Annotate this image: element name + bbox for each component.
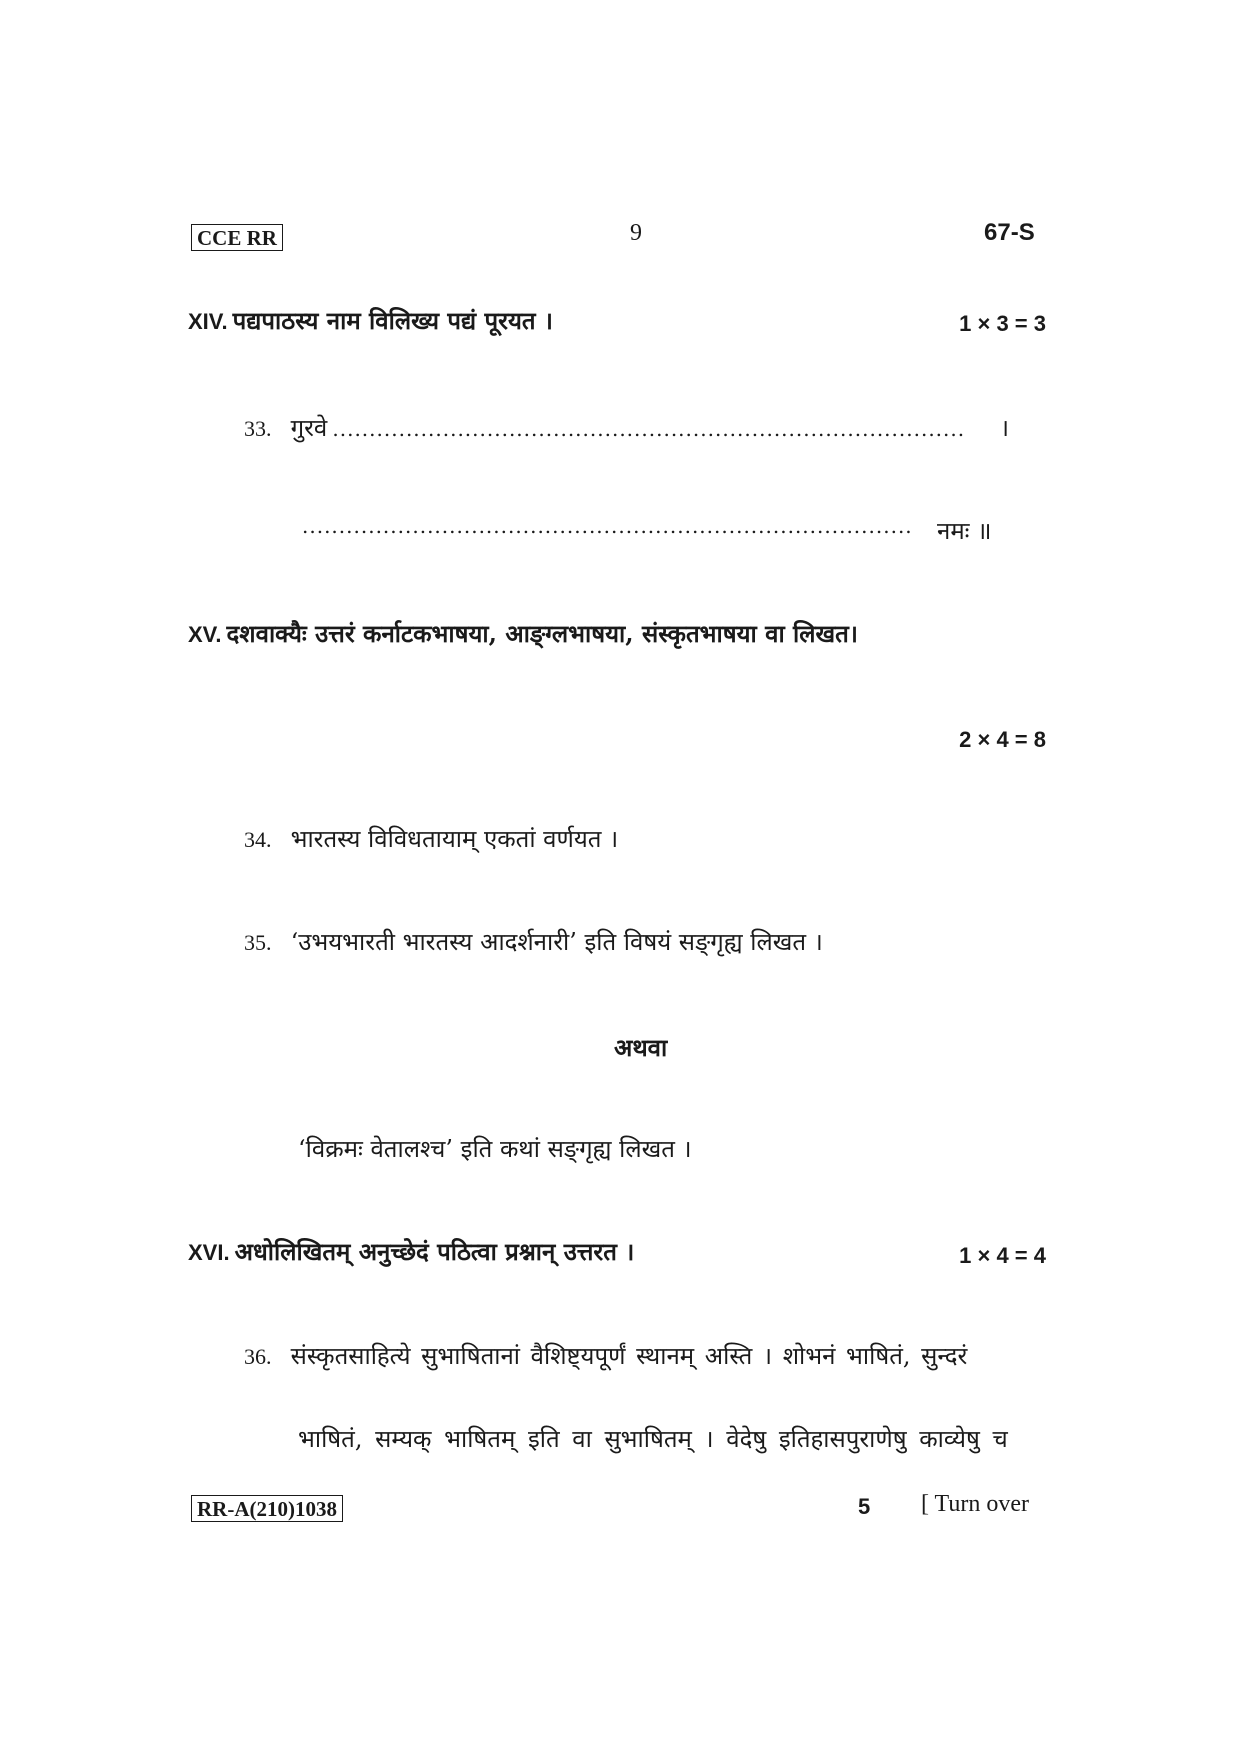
question-36-passage-line2: भाषितं, सम्यक् भाषितम् इति वा सुभाषितम् । वेदेषु इतिहासपुराणेषु काव्येषु च (298, 1425, 1008, 1453)
question-34-text: भारतस्य विविधतायाम् एकतां वर्णयत । (290, 825, 619, 853)
question-35-alternative: ‘विक्रमः वेतालश्च’ इति कथां सङ्गृह्य लिखत । (298, 1135, 692, 1163)
question-33-blank-1: ...................................................................................... (332, 417, 966, 441)
section-xv-heading (188, 617, 858, 650)
question-33-number: 33. (244, 416, 272, 441)
cce-rr-code: CCE RR (191, 224, 283, 251)
turn-over-label: [ Turn over (921, 1491, 1030, 1517)
section-xv-number: XV. (188, 622, 222, 647)
question-33-namah: नमः ॥ (937, 517, 992, 545)
question-34-number: 34. (244, 827, 272, 852)
section-xiv-heading (188, 304, 553, 337)
question-36-number: 36. (244, 1344, 272, 1369)
question-34 (244, 822, 618, 855)
question-33-line2 (302, 514, 913, 538)
footer-code: RR-A(210)1038 (191, 1495, 343, 1522)
paper-code: 67-S (984, 219, 1035, 246)
question-35-text: ‘उभयभारती भारतस्य आदर्शनारी’ इति विषयं सङ्गृह्य लिखत । (290, 928, 823, 956)
question-35 (244, 925, 823, 958)
question-33-line1 (244, 411, 965, 444)
question-36-line1 (244, 1339, 967, 1372)
section-xvi-number: XVI. (188, 1240, 230, 1265)
question-36-passage-line1: संस्कृतसाहित्ये सुभाषितानां वैशिष्ट्यपूर्णं स्थानम् अस्ति । शोभनं भाषितं, सुन्दरं (290, 1342, 968, 1370)
page-number: 9 (630, 220, 642, 246)
footer-sheet-number: 5 (858, 1494, 871, 1519)
section-xiv-number: XIV. (188, 309, 228, 334)
section-xvi-marks: 1 × 4 = 4 (959, 1243, 1046, 1268)
question-33-blank-2: ................................................................................... (302, 514, 913, 538)
section-xv-title: दशवाक्यैः उत्तरं कर्नाटकभाषया, आङ्ग्लभाषया, संस्कृतभाषया वा लिखत। (226, 619, 858, 648)
section-xiv-marks: 1 × 3 = 3 (959, 311, 1046, 336)
section-xiv-title: पद्यपाठस्य नाम विलिख्य पद्यं पूरयत । (232, 306, 554, 335)
section-xv-marks: 2 × 4 = 8 (959, 727, 1046, 752)
question-35-number: 35. (244, 930, 272, 955)
question-33-danda: । (1000, 414, 1010, 442)
section-xvi-heading (188, 1235, 634, 1268)
or-label: अथवा (614, 1033, 668, 1062)
question-33-start: गुरवे (290, 414, 328, 442)
section-xvi-title: अधोलिखितम् अनुच्छेदं पठित्वा प्रश्नान् उत्तरत । (234, 1237, 635, 1266)
